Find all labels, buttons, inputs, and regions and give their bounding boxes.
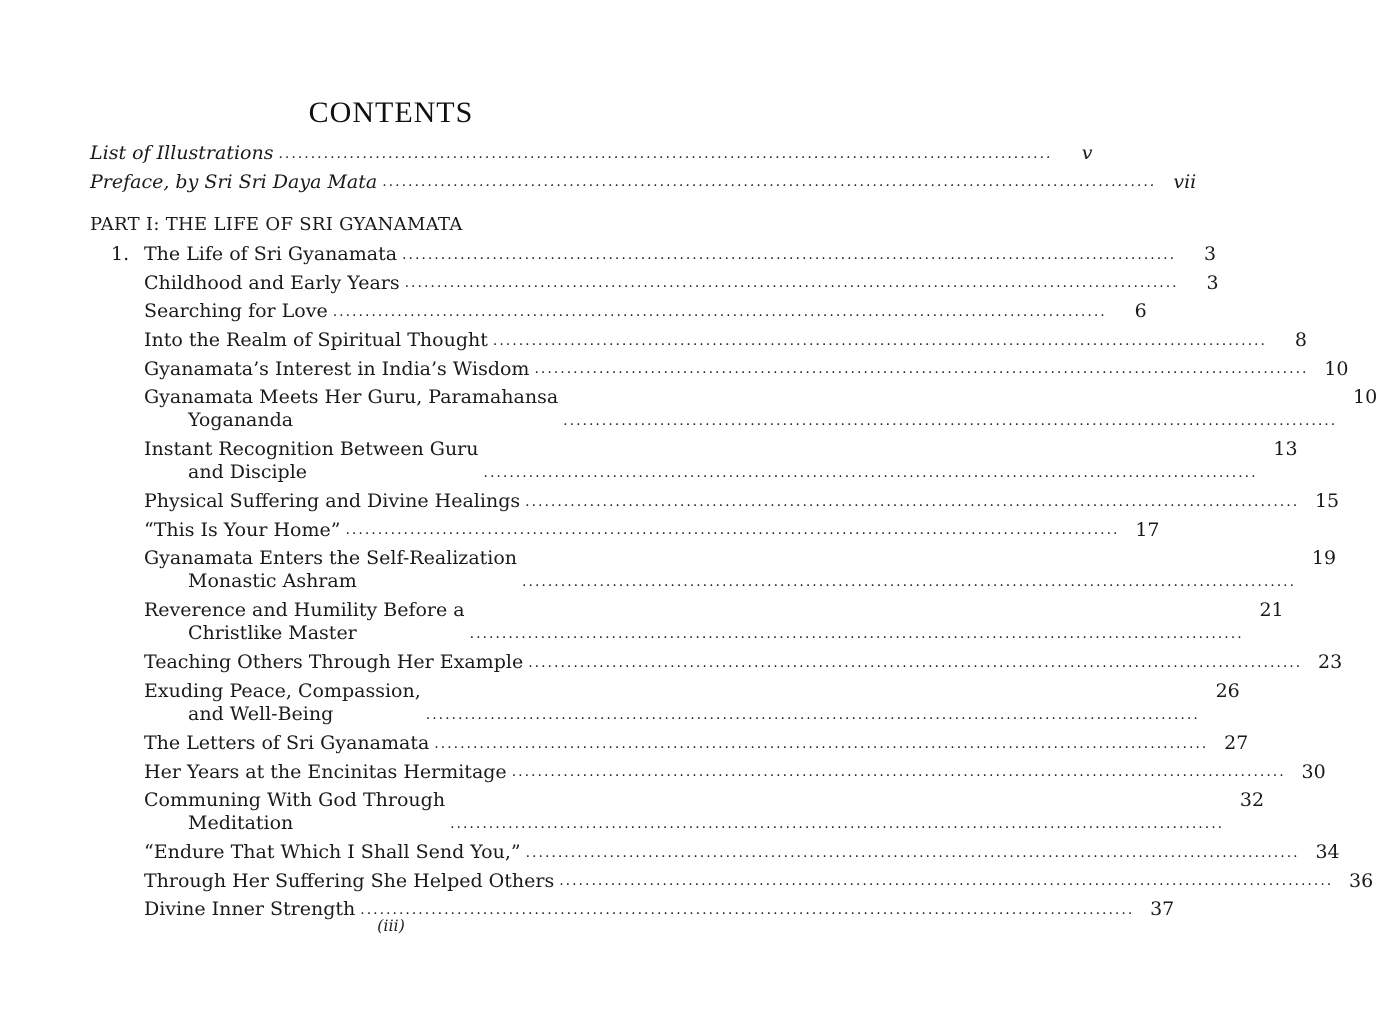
toc-entry-label bbox=[144, 758, 507, 787]
toc-page-number: 27 bbox=[1224, 731, 1249, 754]
dot-leader: ........................................................................................................................ bbox=[469, 626, 1244, 643]
toc-page-number: 10 bbox=[1324, 357, 1349, 380]
toc-entry-label-line1: Gyanamata Enters the Self-Realization bbox=[144, 547, 518, 570]
toc-entry-label-line1: Searching for Love bbox=[144, 300, 328, 323]
toc-entry-section[interactable] bbox=[90, 269, 1219, 298]
toc-entry-label bbox=[144, 789, 445, 835]
toc-page-number: 23 bbox=[1318, 651, 1343, 674]
dot-leader: ........................................................................................................................ bbox=[511, 764, 1286, 781]
toc-page-number: 13 bbox=[1273, 438, 1298, 461]
dot-leader: ........................................................................................................................ bbox=[382, 174, 1157, 191]
toc-entry-label-line2: Yogananda bbox=[188, 409, 294, 432]
toc-entry-label: The Life of Sri Gyanamata bbox=[144, 243, 398, 266]
toc-page-number: 6 bbox=[1134, 300, 1147, 323]
dot-leader: ........................................................................................................................ bbox=[528, 654, 1303, 671]
toc-entry-section[interactable] bbox=[90, 355, 1349, 384]
toc-page-number: 37 bbox=[1150, 898, 1175, 921]
toc-entry-section[interactable] bbox=[90, 297, 1147, 326]
dot-leader: ........................................................................................................................ bbox=[434, 735, 1209, 752]
dot-leader: ........................................................................................................................ bbox=[534, 361, 1309, 378]
toc-entry-label-line1: Gyanamata’s Interest in India’s Wisdom bbox=[144, 357, 530, 380]
toc-page-number: 8 bbox=[1294, 328, 1307, 351]
toc-entry-list-of-illustrations[interactable] bbox=[90, 139, 1093, 168]
toc-entry-label-line1: Childhood and Early Years bbox=[144, 271, 400, 294]
dot-leader: ........................................................................................................................ bbox=[404, 275, 1179, 292]
toc-entry-label-line2: and Disciple bbox=[188, 461, 308, 484]
toc-entry-label-line1: Through Her Suffering She Helped Others bbox=[144, 869, 555, 892]
page-folio: (iii) bbox=[377, 916, 405, 935]
toc-page-number: 36 bbox=[1349, 869, 1374, 892]
toc-page-number: 32 bbox=[1239, 789, 1265, 812]
section-list bbox=[90, 269, 1377, 924]
dot-leader: ........................................................................................................................ bbox=[483, 465, 1258, 482]
dot-leader: ........................................................................................................................ bbox=[563, 413, 1338, 430]
toc-entry-label-line1: Physical Suffering and Divine Healings bbox=[144, 490, 521, 513]
dot-leader: ........................................................................................................................ bbox=[402, 246, 1177, 263]
dot-leader: ........................................................................................................................ bbox=[525, 844, 1300, 861]
toc-entry-label bbox=[144, 867, 554, 896]
dot-leader: ........................................................................................................................ bbox=[450, 816, 1225, 833]
page-title: CONTENTS bbox=[308, 96, 474, 129]
toc-entry-label-line1: Communing With God Through bbox=[144, 789, 446, 812]
toc-entry-label-line2: and Well-Being bbox=[188, 702, 334, 725]
toc-entry-label bbox=[144, 648, 523, 677]
toc-entry-label bbox=[144, 326, 488, 355]
toc-page-number: 10 bbox=[1353, 386, 1377, 409]
toc-page-number: 19 bbox=[1311, 547, 1337, 570]
toc-page-number: 3 bbox=[1206, 271, 1219, 294]
toc-page-number: 30 bbox=[1301, 760, 1326, 783]
table-of-contents bbox=[90, 139, 1377, 924]
toc-entry-label-line1: “Endure That Which I Shall Send You,” bbox=[144, 841, 521, 864]
dot-leader: ........................................................................................................................ bbox=[525, 493, 1300, 510]
toc-entry-label bbox=[144, 838, 521, 867]
chapter-number: 1. bbox=[111, 243, 130, 266]
dot-leader: ........................................................................................................................ bbox=[425, 706, 1200, 723]
toc-page-number: 3 bbox=[1203, 243, 1217, 266]
toc-entry-label-line1: Reverence and Humility Before a bbox=[144, 599, 465, 622]
toc-page-number: 17 bbox=[1135, 518, 1160, 541]
toc-entry-label-line1: “This Is Your Home” bbox=[144, 518, 341, 541]
toc-entry-label bbox=[144, 599, 465, 645]
toc-entry-section[interactable] bbox=[90, 487, 1340, 516]
dot-leader: ........................................................................................................................ bbox=[360, 901, 1135, 918]
toc-entry-label: List of Illustrations bbox=[90, 142, 274, 164]
toc-entry-label bbox=[144, 438, 479, 484]
toc-page-number: 26 bbox=[1215, 679, 1240, 702]
toc-entry-label bbox=[144, 386, 558, 432]
toc-page-number: 21 bbox=[1259, 599, 1284, 622]
toc-page-number: vii bbox=[1173, 170, 1197, 193]
toc-entry-label-line1: Teaching Others Through Her Example bbox=[144, 651, 524, 674]
toc-entry-label bbox=[144, 269, 400, 298]
toc-entry-label-line1: Gyanamata Meets Her Guru, Paramahansa bbox=[144, 386, 559, 409]
toc-entry-section[interactable] bbox=[90, 867, 1374, 896]
toc-entry-label bbox=[144, 355, 529, 384]
toc-entry-section[interactable] bbox=[90, 544, 1337, 596]
toc-entry-section[interactable] bbox=[90, 596, 1284, 648]
toc-entry-section[interactable] bbox=[90, 648, 1343, 677]
toc-entry-label bbox=[144, 516, 340, 545]
toc-entry-section[interactable] bbox=[90, 516, 1160, 545]
dot-leader: ........................................................................................................................ bbox=[345, 522, 1120, 539]
toc-entry-chapter-1[interactable] bbox=[90, 240, 1217, 269]
toc-entry-label-line1: Into the Realm of Spiritual Thought bbox=[144, 328, 488, 351]
toc-entry-section[interactable] bbox=[90, 435, 1298, 487]
dot-leader: ........................................................................................................................ bbox=[492, 332, 1267, 349]
toc-entry-label: Preface, by Sri Sri Daya Mata bbox=[90, 170, 378, 193]
toc-entry-label bbox=[144, 680, 421, 726]
toc-entry-section[interactable] bbox=[90, 838, 1340, 867]
dot-leader: ........................................................................................................................ bbox=[522, 574, 1297, 591]
toc-entry-preface[interactable] bbox=[90, 168, 1197, 197]
toc-entry-label-line1: Exuding Peace, Compassion, bbox=[144, 679, 421, 702]
toc-entry-section[interactable] bbox=[90, 383, 1377, 435]
toc-page-number: 34 bbox=[1315, 841, 1340, 864]
toc-entry-label-line2: Christlike Master bbox=[188, 622, 357, 645]
toc-entry-label bbox=[144, 729, 429, 758]
toc-entry-label-line1: Divine Inner Strength bbox=[144, 898, 356, 921]
toc-entry-section[interactable] bbox=[90, 758, 1326, 787]
toc-entry-section[interactable] bbox=[90, 677, 1240, 729]
toc-entry-label-line2: Meditation bbox=[188, 812, 294, 835]
dot-leader: ........................................................................................................................ bbox=[278, 145, 1053, 162]
toc-entry-label bbox=[144, 297, 328, 326]
toc-entry-section[interactable] bbox=[90, 786, 1265, 838]
toc-page-number: 15 bbox=[1314, 490, 1340, 513]
toc-entry-label-line1: Instant Recognition Between Guru bbox=[144, 438, 479, 461]
toc-entry-label bbox=[144, 547, 517, 593]
dot-leader: ........................................................................................................................ bbox=[332, 303, 1107, 320]
toc-entry-label-line2: Monastic Ashram bbox=[188, 570, 357, 593]
toc-entry-label-line1: Her Years at the Encinitas Hermitage bbox=[144, 760, 507, 783]
toc-page-number: v bbox=[1081, 142, 1093, 164]
toc-entry-label bbox=[144, 487, 520, 516]
toc-entry-section[interactable] bbox=[90, 326, 1307, 355]
toc-entry-label-line1: The Letters of Sri Gyanamata bbox=[144, 731, 430, 754]
dot-leader: ........................................................................................................................ bbox=[559, 873, 1334, 890]
toc-entry-section[interactable] bbox=[90, 729, 1249, 758]
part-heading: PART I: THE LIFE OF SRI GYANAMATA bbox=[90, 214, 463, 236]
